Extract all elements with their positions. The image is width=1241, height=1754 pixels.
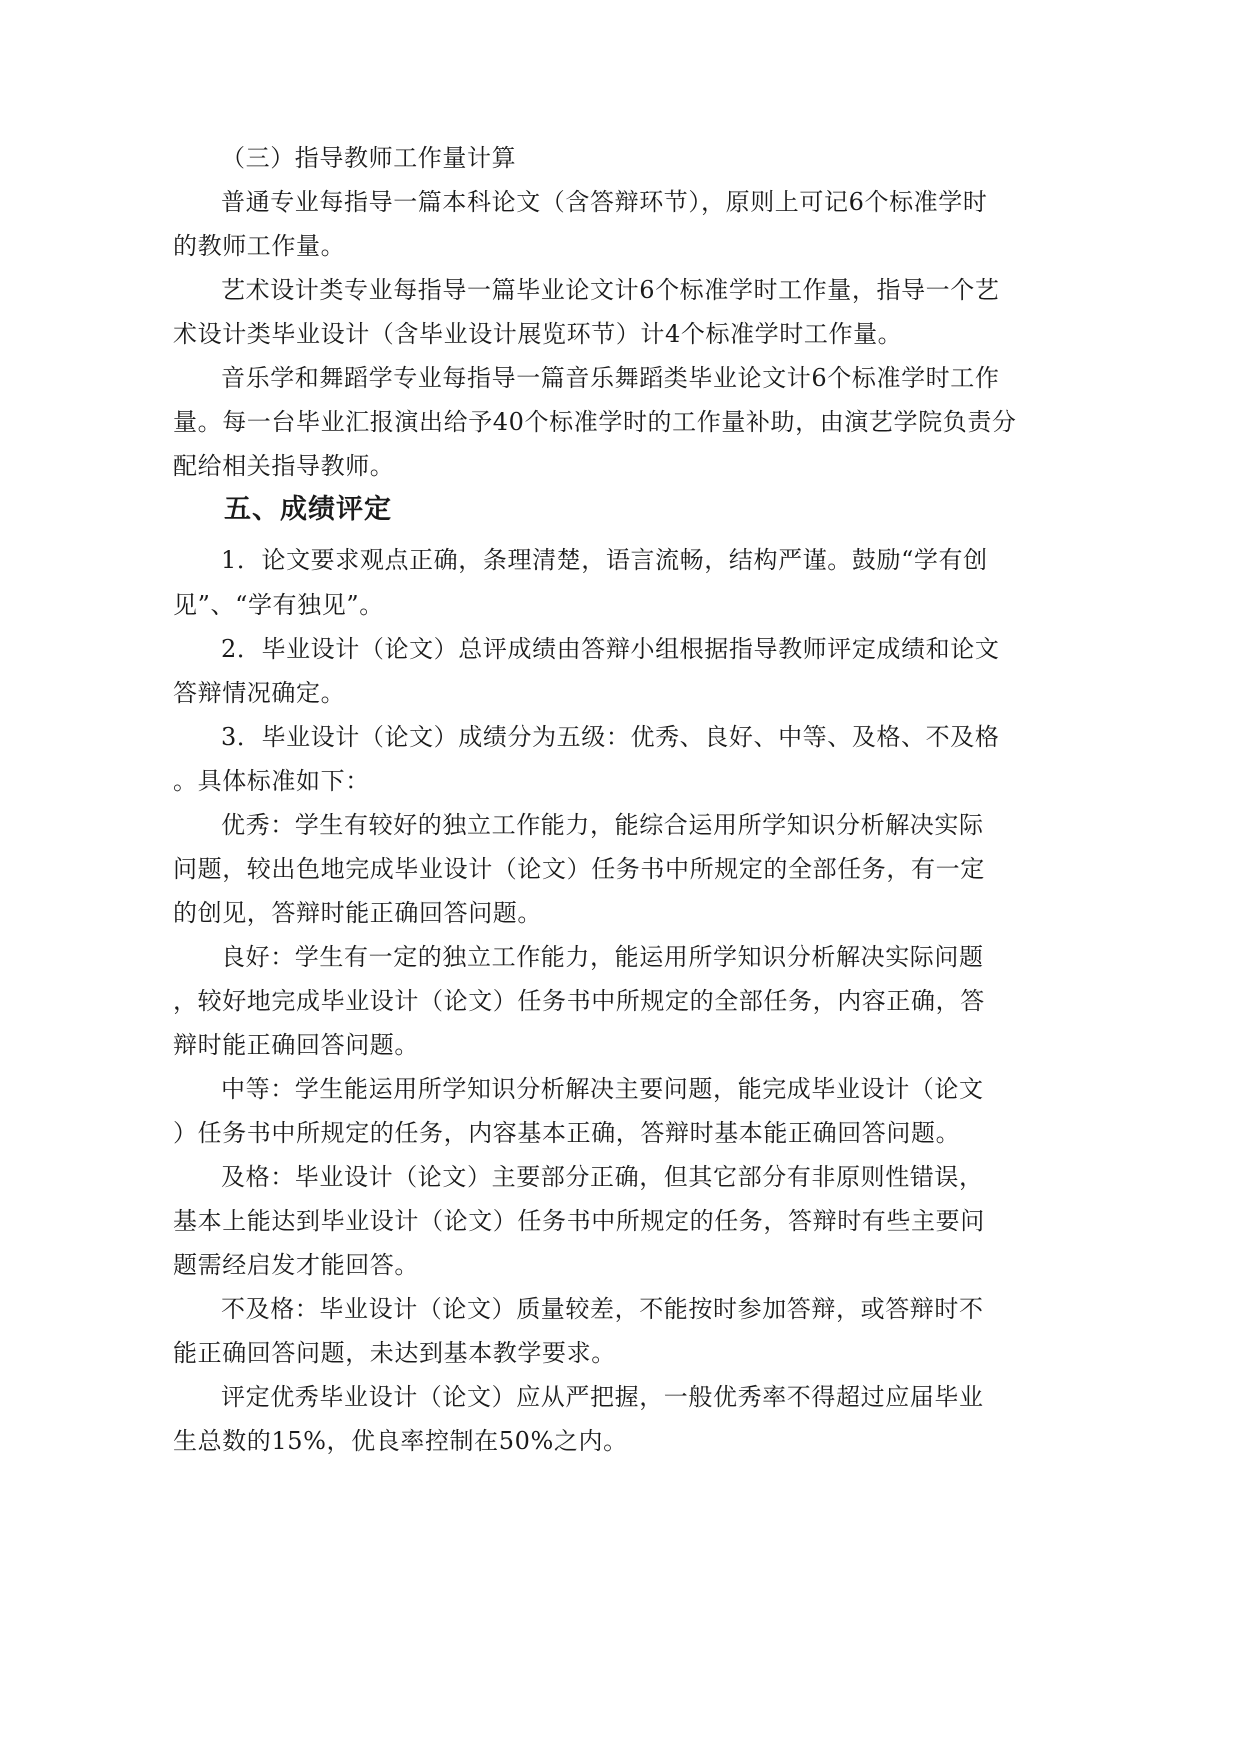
paragraph-line: 配给相关指导教师。 bbox=[173, 452, 395, 480]
paragraph-line: 能正确回答问题，未达到基本教学要求。 bbox=[173, 1339, 616, 1367]
paragraph-line: 题需经启发才能回答。 bbox=[173, 1251, 419, 1279]
paragraph-line: 辩时能正确回答问题。 bbox=[173, 1031, 419, 1059]
paragraph-line: 答辩情况确定。 bbox=[173, 679, 346, 707]
paragraph-line: 中等：学生能运用所学知识分析解决主要问题，能完成毕业设计（论文 bbox=[221, 1075, 984, 1103]
paragraph-line: 音乐学和舞蹈学专业每指导一篇音乐舞蹈类毕业论文计6个标准学时工作 bbox=[221, 364, 1000, 392]
paragraph-line: 问题，较出色地完成毕业设计（论文）任务书中所规定的全部任务，有一定 bbox=[173, 855, 985, 883]
paragraph-line: ）任务书中所规定的任务，内容基本正确，答辩时基本能正确回答问题。 bbox=[173, 1119, 961, 1147]
paragraph-line: ，较好地完成毕业设计（论文）任务书中所规定的全部任务，内容正确，答 bbox=[173, 987, 985, 1015]
paragraph-line: 及格：毕业设计（论文）主要部分正确，但其它部分有非原则性错误， bbox=[221, 1163, 984, 1191]
paragraph-line: 生总数的15%，优良率控制在50%之内。 bbox=[173, 1427, 628, 1455]
paragraph-line: 量。每一台毕业汇报演出给予40个标准学时的工作量补助，由演艺学院负责分 bbox=[173, 408, 1017, 436]
paragraph-line: 1．论文要求观点正确，条理清楚，语言流畅，结构严谨。鼓励“学有创 bbox=[221, 546, 988, 574]
paragraph-line: 见”、“学有独见”。 bbox=[173, 591, 384, 619]
paragraph-line: 良好：学生有一定的独立工作能力，能运用所学知识分析解决实际问题 bbox=[221, 943, 984, 971]
paragraph-line: 优秀：学生有较好的独立工作能力，能综合运用所学知识分析解决实际 bbox=[221, 811, 984, 839]
paragraph-line: 。具体标准如下： bbox=[173, 767, 370, 795]
paragraph-line: 3．毕业设计（论文）成绩分为五级：优秀、良好、中等、及格、不及格 bbox=[221, 723, 1000, 751]
paragraph-line: 的创见，答辩时能正确回答问题。 bbox=[173, 899, 542, 927]
subsection-title: （三）指导教师工作量计算 bbox=[221, 144, 517, 172]
paragraph-line: 2．毕业设计（论文）总评成绩由答辩小组根据指导教师评定成绩和论文 bbox=[221, 635, 1000, 663]
paragraph-line: 的教师工作量。 bbox=[173, 232, 346, 260]
paragraph-line: 不及格：毕业设计（论文）质量较差，不能按时参加答辩，或答辩时不 bbox=[221, 1295, 984, 1323]
paragraph-line: 术设计类毕业设计（含毕业设计展览环节）计4个标准学时工作量。 bbox=[173, 320, 903, 348]
paragraph-line: 普通专业每指导一篇本科论文（含答辩环节），原则上可记6个标准学时 bbox=[221, 188, 988, 216]
paragraph-line: 评定优秀毕业设计（论文）应从严把握，一般优秀率不得超过应届毕业 bbox=[221, 1383, 984, 1411]
paragraph-line: 基本上能达到毕业设计（论文）任务书中所规定的任务，答辩时有些主要问 bbox=[173, 1207, 985, 1235]
section-title: 五、成绩评定 bbox=[224, 494, 392, 525]
paragraph-line: 艺术设计类专业每指导一篇毕业论文计6个标准学时工作量，指导一个艺 bbox=[221, 276, 1000, 304]
